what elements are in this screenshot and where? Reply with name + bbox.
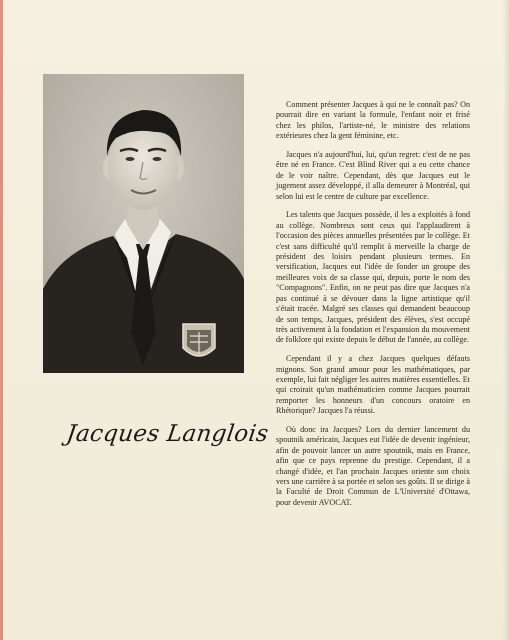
paragraph-3: Les talents que Jacques possède, il les a exploités à fond au collège. Nombreux sont ceux qui l'applaudirent à l'occasion des pièces annuelles présentées par le collège. Et c'est sans difficulté qu'il remplit à merveille la charge de président des loisirs pendant plusieurs termes. En versification, Jacques eut l'idée de fonder un groupe des meilleures voix de sa classe qui, depuis, porte le nom des "Compagnons". Enfin, on ne peut pas dire que Jacques n'a pas continué à se dévouer dans la ligne artistique qu'il s'était tracée. Malgré ses classes qui demandent beaucoup de son temps, Jacques, président des élèves, s'est occupé très activement à la fondation et l'expansion du mouvement de folklore qui existe depuis le début de l'année, au collège.: [276, 210, 470, 345]
paragraph-5: Où donc ira Jacques? Lors du dernier lancement du spoutnik américain, Jacques eut l'idée de devenir ingénieur, afin de pouvoir lancer un autre spoutnik, mais en France, afin que ce pays reprenne du prestige. Cependant, il a changé d'idée, et l'an prochain Jacques oriente son choix vers une carrière à sa portée et selon ses goûts. Il se dirige à la Faculté de Droit Commun de L'Université d'Ottawa, pour devenir AVOCAT.: [276, 424, 470, 507]
page-edge-left: [0, 0, 3, 640]
signature: Jacques Langlois: [64, 421, 271, 447]
portrait-photo: [43, 74, 244, 373]
paragraph-2: Jacques n'a aujourd'hui, lui, qu'un regret: c'est de ne pas être né en France. C'est Blind River qui a eu cette chance de le voir naître. Cependant, dès que Jacques eut le jugement assez développé, il alla demeurer à Montréal, qui selon lui est le centre de culture par excellence.: [276, 150, 470, 201]
biography-text: [276, 100, 470, 517]
paragraph-1: Comment présenter Jacques à qui ne le connaît pas? On pourrait dire en variant la formule, l'enfant noir et frisé chez les philos, l'artiste-né, le ministre des relations extérieures chez la gent féminine, etc.: [276, 100, 470, 141]
paragraph-4: Cependant il y a chez Jacques quelques défauts mignons. Son grand amour pour les mathématiques, par exemple, lui fait négliger les autres matières essentielles. Et qui croirait qu'un mathématicien comme Jacques pourrait remporter les honneurs d'un concours oratoire en Rhétorique? Jacques l'a réussi.: [276, 354, 470, 416]
page-edge-right: [503, 0, 509, 640]
